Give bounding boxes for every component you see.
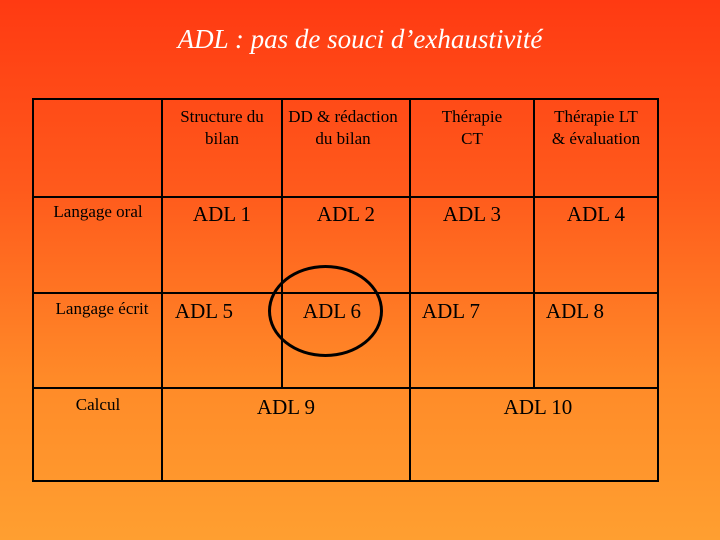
cell-adl-9: ADL 9 xyxy=(256,395,316,419)
column-header-therapie-lt: Thérapie LT & évaluation xyxy=(551,107,641,149)
column-header-dd-redaction: DD & rédaction du bilan xyxy=(288,107,398,149)
col-divider-3 xyxy=(409,100,411,480)
cell-adl-1: ADL 1 xyxy=(192,202,252,226)
cell-adl-5: ADL 5 xyxy=(174,299,234,323)
column-header-therapie-ct: Thérapie CT xyxy=(441,107,503,149)
row-label-langage-oral: Langage oral xyxy=(53,202,143,221)
col-divider-1 xyxy=(161,100,163,480)
row-label-langage-ecrit: Langage écrit xyxy=(55,299,149,318)
cell-adl-3: ADL 3 xyxy=(442,202,502,226)
row-divider-3 xyxy=(34,387,657,389)
col-divider-4 xyxy=(533,100,535,387)
column-header-structure: Structure du bilan xyxy=(180,107,264,149)
cell-adl-7: ADL 7 xyxy=(421,299,481,323)
cell-adl-6: ADL 6 xyxy=(302,299,362,323)
slide-title: ADL : pas de souci d’exhaustivité xyxy=(177,24,543,54)
cell-adl-10: ADL 10 xyxy=(503,395,573,419)
row-label-calcul: Calcul xyxy=(75,395,121,414)
cell-adl-2: ADL 2 xyxy=(316,202,376,226)
cell-adl-4: ADL 4 xyxy=(566,202,626,226)
row-divider-1 xyxy=(34,196,657,198)
cell-adl-8: ADL 8 xyxy=(545,299,605,323)
highlight-circle xyxy=(268,265,383,357)
